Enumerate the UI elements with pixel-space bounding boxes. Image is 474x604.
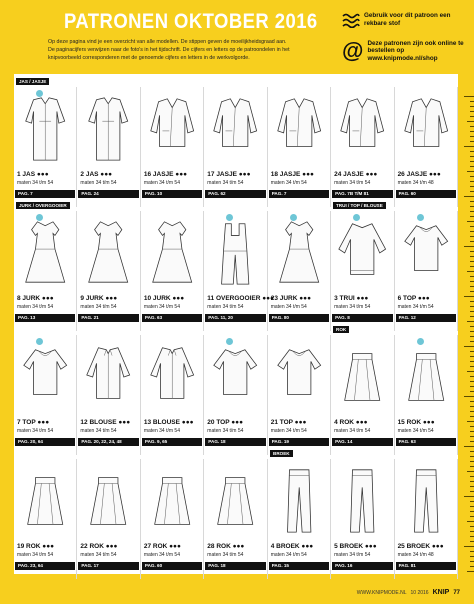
ruler-tick — [470, 511, 474, 512]
ruler-tick — [470, 141, 474, 142]
pattern-card[interactable] — [268, 211, 331, 331]
jacket-sketch-icon — [143, 91, 201, 165]
pattern-number: 22 ROK ●●● — [80, 543, 118, 550]
ruler-tick — [467, 421, 474, 422]
pattern-card[interactable] — [331, 459, 394, 579]
pattern-sizes: maten 34 t/m 48 — [397, 552, 434, 558]
pattern-card[interactable] — [14, 335, 77, 455]
pattern-card[interactable] — [331, 87, 394, 207]
section-tag: JURK / OVERGOOIER — [16, 202, 70, 209]
ruler-tick — [467, 521, 474, 522]
jacket-sketch-icon — [333, 91, 391, 165]
ruler-tick — [470, 311, 474, 312]
top-line — [277, 350, 320, 395]
top-sketch-icon — [270, 339, 328, 413]
pattern-page-ref: PAG. 15 — [269, 562, 329, 570]
ruler-tick — [470, 406, 474, 407]
ruler-tick — [464, 246, 474, 247]
jacket-sketch-icon — [397, 91, 455, 165]
dress-sketch-icon — [270, 215, 328, 289]
pattern-row — [14, 326, 458, 450]
pattern-page-ref: PAG. 20, 64 — [15, 438, 75, 446]
pattern-row — [14, 78, 458, 202]
ruler-tick — [470, 111, 474, 112]
pattern-number: 16 JASJE ●●● — [143, 171, 188, 178]
pattern-card[interactable] — [268, 459, 331, 579]
dress-line — [279, 222, 318, 282]
page-number: 77 — [453, 589, 460, 596]
ruler-tick — [470, 376, 474, 377]
pattern-card[interactable] — [141, 459, 204, 579]
pattern-number: 27 ROK ●●● — [143, 543, 181, 550]
stretch-fabric-badge-icon — [290, 214, 297, 221]
jacket-sketch-icon — [206, 91, 264, 165]
fabric-note — [342, 12, 462, 28]
ruler-tick — [470, 381, 474, 382]
pattern-sizes: maten 34 t/m 48 — [397, 180, 434, 186]
pattern-sizes: maten 34 t/m 54 — [17, 180, 54, 186]
footer-site: WWW.KNIPMODE.NL — [356, 589, 407, 596]
ruler-tick — [470, 161, 474, 162]
pattern-page-ref: PAG. 14 — [332, 438, 392, 446]
pattern-sizes: maten 34 t/m 54 — [143, 180, 180, 186]
ruler-tick — [470, 531, 474, 532]
ruler-tick — [470, 361, 474, 362]
ruler-tick — [464, 146, 474, 147]
pattern-sizes: maten 34 t/m 54 — [334, 304, 371, 310]
top-line — [404, 226, 447, 271]
pattern-sizes: maten 34 t/m 54 — [143, 428, 180, 434]
page-title: PATRONEN OKTOBER 2016 — [64, 10, 318, 33]
pattern-number: 11 OVERGOOIER ●●● — [207, 295, 274, 302]
pattern-number: 7 TOP ●●● — [17, 419, 50, 426]
ruler-tick — [470, 251, 474, 252]
pattern-page-ref: PAG. 16 — [332, 562, 392, 570]
ruler-tick — [470, 426, 474, 427]
ruler-tick — [464, 346, 474, 347]
ruler-tick — [470, 351, 474, 352]
ruler-tick — [470, 541, 474, 542]
pattern-number: 25 BROEK ●●● — [397, 543, 444, 550]
pattern-page-ref: PAG. 24 — [78, 190, 138, 198]
pattern-number: 28 ROK ●●● — [207, 543, 245, 550]
pattern-card[interactable] — [77, 335, 140, 455]
pattern-page-ref: PAG. 7 — [15, 190, 75, 198]
jacket-line — [341, 99, 384, 147]
ruler-tick — [470, 116, 474, 117]
ruler-tick — [464, 496, 474, 497]
ruler-tick — [470, 301, 474, 302]
pattern-card[interactable] — [77, 459, 140, 579]
pattern-number: 8 JURK ●●● — [17, 295, 54, 302]
pattern-card[interactable] — [77, 211, 140, 331]
pattern-page-ref: PAG. 63 — [142, 314, 202, 322]
skirt-sketch-icon — [333, 339, 391, 413]
pattern-number: 13 BLOUSE ●●● — [143, 419, 194, 426]
overall-line — [222, 224, 249, 284]
pattern-number: 4 ROK ●●● — [334, 419, 368, 426]
pattern-page-ref: PAG. 12 — [396, 314, 456, 322]
pattern-page-ref: PAG. 17 — [78, 562, 138, 570]
skirt-sketch-icon — [397, 339, 455, 413]
intro-line: Op deze pagina vind je een overzicht van alle modellen. De stippen geven de moeilijkheidsgraad aan. — [48, 39, 287, 45]
pattern-page-ref: PAG. 19 — [269, 438, 329, 446]
pattern-number: 9 JURK ●●● — [80, 295, 118, 302]
ruler-tick — [470, 506, 474, 507]
pants-sketch-icon — [333, 463, 391, 537]
top-sketch-icon — [397, 215, 455, 289]
ruler-tick — [467, 371, 474, 372]
pattern-card[interactable] — [14, 459, 77, 579]
ruler-tick — [470, 236, 474, 237]
ruler-tick — [470, 201, 474, 202]
section-tag: TRUI / TOP / BLOUSE — [333, 202, 386, 209]
ruler-tick — [470, 491, 474, 492]
shop-note — [342, 40, 470, 62]
pattern-number: 2 JAS ●●● — [80, 171, 113, 178]
ruler-tick — [467, 471, 474, 472]
section-tag: ROK — [333, 326, 349, 333]
pattern-number: 17 JASJE ●●● — [207, 171, 251, 178]
ruler-tick — [470, 536, 474, 537]
ruler-tick — [470, 306, 474, 307]
ruler-tick — [470, 106, 474, 107]
jacket-line — [277, 99, 320, 147]
pattern-card[interactable] — [395, 211, 458, 331]
ruler-tick — [470, 386, 474, 387]
overall-sketch-icon — [206, 215, 264, 289]
ruler-tick — [470, 441, 474, 442]
pattern-sizes: maten 34 t/m 54 — [270, 428, 307, 434]
ruler-tick — [470, 481, 474, 482]
section-tag: JAS / JASJE — [16, 78, 49, 85]
blouse-sketch-icon — [143, 339, 201, 413]
pattern-page-ref: PAG. 62 — [205, 190, 265, 198]
pattern-page-ref: PAG. 23, 64 — [15, 562, 75, 570]
sweater-sketch-icon — [333, 215, 391, 289]
top-line — [24, 350, 67, 395]
ruler-tick — [470, 241, 474, 242]
ruler-tick — [470, 436, 474, 437]
ruler-tick — [470, 211, 474, 212]
ruler-tick — [470, 216, 474, 217]
sweater-line — [339, 224, 386, 275]
pattern-card[interactable] — [141, 211, 204, 331]
dress-line — [26, 222, 65, 282]
skirt-line — [155, 478, 190, 525]
ruler-tick — [464, 296, 474, 297]
pattern-card[interactable] — [204, 87, 267, 207]
ruler-tick — [467, 571, 474, 572]
pattern-sizes: maten 34 t/m 54 — [207, 552, 244, 558]
ruler-tick — [470, 166, 474, 167]
pattern-card[interactable] — [14, 87, 77, 207]
ruler-tick — [470, 566, 474, 567]
ruler-tick — [467, 271, 474, 272]
ruler-tick — [470, 516, 474, 517]
pattern-sizes: maten 34 t/m 54 — [334, 180, 371, 186]
pattern-page-ref: PAG. 18 — [205, 562, 265, 570]
pattern-card[interactable] — [77, 87, 140, 207]
pants-sketch-icon — [270, 463, 328, 537]
jacket-sketch-icon — [270, 91, 328, 165]
pattern-page-ref: PAG. 80 — [269, 314, 329, 322]
pattern-page-ref: PAG. 7 — [269, 190, 329, 198]
skirt-line — [91, 478, 126, 525]
ruler-tick — [470, 501, 474, 502]
pattern-page-ref: PAG. 10 — [142, 190, 202, 198]
pattern-number: 6 TOP ●●● — [397, 295, 430, 302]
pattern-page-ref: PAG. 18 — [205, 438, 265, 446]
ruler-tick — [470, 126, 474, 127]
pattern-card[interactable] — [395, 459, 458, 579]
ruler-tick — [464, 196, 474, 197]
ruler-tick — [470, 366, 474, 367]
pattern-sizes: maten 34 t/m 54 — [80, 180, 117, 186]
pattern-card[interactable] — [141, 87, 204, 207]
pants-sketch-icon — [397, 463, 455, 537]
jacket-line — [404, 99, 447, 147]
dress-sketch-icon — [79, 215, 137, 289]
ruler-tick — [464, 546, 474, 547]
pattern-number: 4 BROEK ●●● — [270, 543, 314, 550]
skirt-line — [408, 354, 443, 401]
ruler — [460, 96, 474, 576]
coat-sketch-icon — [79, 91, 137, 165]
pattern-number: 5 BROEK ●●● — [334, 543, 377, 550]
stretch-fabric-badge-icon — [417, 214, 424, 221]
ruler-tick — [470, 276, 474, 277]
fabric-note-text: Gebruik voor dit patroon een rekbare stof — [364, 12, 451, 27]
ruler-tick — [467, 121, 474, 122]
pattern-sizes: maten 34 t/m 54 — [80, 552, 117, 558]
pattern-card[interactable] — [204, 211, 274, 331]
pattern-sizes: maten 34 t/m 54 — [17, 552, 54, 558]
ruler-tick — [470, 336, 474, 337]
pattern-number: 24 JASJE ●●● — [334, 171, 378, 178]
ruler-tick — [470, 206, 474, 207]
ruler-tick — [470, 181, 474, 182]
ruler-tick — [464, 96, 474, 97]
dress-sketch-icon — [143, 215, 201, 289]
stretch-fabric-badge-icon — [36, 90, 43, 97]
ruler-tick — [467, 171, 474, 172]
pattern-page-ref: PAG. 63 — [396, 438, 456, 446]
pattern-page-ref: PAG. 8 — [332, 314, 392, 322]
intro-text — [48, 38, 338, 63]
pattern-number: 23 JURK ●●● — [270, 295, 312, 302]
pants-line — [414, 470, 437, 532]
ruler-tick — [470, 551, 474, 552]
pattern-card[interactable] — [204, 335, 267, 455]
ruler-tick — [470, 191, 474, 192]
ruler-tick — [470, 136, 474, 137]
pattern-card[interactable] — [395, 335, 458, 455]
pattern-sizes: maten 34 t/m 54 — [270, 304, 307, 310]
ruler-tick — [470, 261, 474, 262]
pattern-number: 18 JASJE ●●● — [270, 171, 314, 178]
footer-issue: 10 2016 — [410, 589, 429, 596]
ruler-tick — [470, 391, 474, 392]
pattern-sizes: maten 34 t/m 54 — [17, 428, 54, 434]
pattern-page-ref: PAG. 21 — [78, 314, 138, 322]
ruler-tick — [470, 281, 474, 282]
ruler-tick — [467, 321, 474, 322]
pattern-sizes: maten 34 t/m 54 — [17, 304, 54, 310]
skirt-sketch-icon — [79, 463, 137, 537]
ruler-tick — [470, 266, 474, 267]
pattern-page-ref: PAG. 7B T/M 81 — [332, 190, 392, 198]
pattern-page-ref: PAG. 60 — [142, 562, 202, 570]
pattern-card[interactable] — [395, 87, 458, 207]
at-sign-icon: @ — [342, 38, 364, 63]
ruler-tick — [470, 256, 474, 257]
top-sketch-icon — [16, 339, 74, 413]
pattern-card[interactable] — [14, 211, 77, 331]
pattern-sizes: maten 34 t/m 54 — [270, 552, 307, 558]
ruler-tick — [470, 356, 474, 357]
pattern-page-ref: PAG. 9, 65 — [142, 438, 202, 446]
ruler-tick — [470, 411, 474, 412]
top-line — [214, 350, 257, 395]
pattern-page-ref: PAG. 13 — [15, 314, 75, 322]
ruler-tick — [470, 461, 474, 462]
ruler-tick — [470, 456, 474, 457]
pattern-number: 3 TRUI ●●● — [334, 295, 369, 302]
skirt-line — [218, 478, 253, 525]
pattern-page-ref: PAG. 20, 22, 24, 48 — [78, 438, 138, 446]
pattern-sizes: maten 34 t/m 54 — [397, 304, 434, 310]
ruler-tick — [470, 131, 474, 132]
pattern-page-ref: PAG. 81 — [396, 562, 456, 570]
skirt-sketch-icon — [206, 463, 264, 537]
pattern-sizes: maten 34 t/m 54 — [270, 180, 307, 186]
pattern-sizes: maten 34 t/m 54 — [334, 428, 371, 434]
intro-line: knipvoorbeeld corresponderen met de genoemde cijfers en letters in de werkvolgorde. — [48, 55, 250, 62]
ruler-tick — [470, 156, 474, 157]
section-tag: BROEK — [270, 450, 293, 457]
pattern-sizes: maten 34 t/m 54 — [80, 304, 117, 310]
ruler-tick — [470, 476, 474, 477]
pattern-number: 1 JAS ●●● — [17, 171, 49, 178]
ruler-tick — [470, 416, 474, 417]
ruler-tick — [470, 486, 474, 487]
intro-line: De paginacijfers verwijzen naar de foto's in het tijdschrift. De cijfers en letters op de patroondelen in het — [48, 47, 290, 54]
footer-brand: KNIP — [432, 589, 450, 596]
pattern-sizes: maten 34 t/m 54 — [143, 304, 180, 310]
pattern-row — [14, 450, 458, 574]
pattern-number: 15 ROK ●●● — [397, 419, 435, 426]
blouse-sketch-icon — [79, 339, 137, 413]
ruler-tick — [470, 556, 474, 557]
pattern-grid — [14, 74, 458, 574]
pattern-number: 21 TOP ●●● — [270, 419, 307, 426]
ruler-tick — [464, 396, 474, 397]
stretch-fabric-badge-icon — [36, 214, 43, 221]
pattern-card[interactable] — [204, 459, 267, 579]
jacket-line — [151, 99, 194, 147]
ruler-tick — [470, 431, 474, 432]
top-sketch-icon — [206, 339, 264, 413]
pattern-number: 19 ROK ●●● — [17, 543, 55, 550]
pattern-card[interactable] — [268, 87, 331, 207]
ruler-tick — [470, 151, 474, 152]
ruler-tick — [464, 446, 474, 447]
dress-line — [89, 222, 128, 282]
pattern-sizes: maten 34 t/m 54 — [207, 180, 244, 186]
stretch-fabric-icon — [342, 12, 360, 28]
stretch-fabric-badge-icon — [36, 338, 43, 345]
ruler-tick — [470, 176, 474, 177]
coat-sketch-icon — [16, 91, 74, 165]
pattern-card[interactable] — [268, 335, 331, 455]
ruler-tick — [470, 451, 474, 452]
dress-line — [153, 222, 192, 282]
ruler-tick — [470, 326, 474, 327]
skirt-sketch-icon — [143, 463, 201, 537]
pattern-number: 10 JURK ●●● — [143, 295, 185, 302]
dress-sketch-icon — [16, 215, 74, 289]
ruler-tick — [470, 401, 474, 402]
pattern-card[interactable] — [331, 335, 394, 455]
ruler-tick — [470, 331, 474, 332]
ruler-tick — [470, 561, 474, 562]
pattern-number: 20 TOP ●●● — [207, 419, 244, 426]
skirt-line — [28, 478, 63, 525]
ruler-tick — [470, 341, 474, 342]
pattern-sizes: maten 34 t/m 54 — [334, 552, 371, 558]
pattern-sizes: maten 34 t/m 54 — [207, 428, 244, 434]
shop-note-text[interactable]: Deze patronen zijn ook online te bestellen op www.knipmode.nl/shop — [367, 40, 464, 62]
pattern-sizes: maten 34 t/m 54 — [143, 552, 180, 558]
ruler-tick — [470, 286, 474, 287]
pattern-page-ref: PAG. 60 — [396, 190, 456, 198]
ruler-tick — [470, 291, 474, 292]
pants-line — [287, 470, 310, 532]
page-footer — [357, 589, 460, 596]
pattern-sizes: maten 34 t/m 54 — [80, 428, 117, 434]
ruler-tick — [470, 316, 474, 317]
stretch-fabric-badge-icon — [417, 338, 424, 345]
pattern-card[interactable] — [141, 335, 204, 455]
ruler-tick — [467, 221, 474, 222]
pants-line — [351, 470, 374, 532]
ruler-tick — [470, 466, 474, 467]
pattern-sizes: maten 34 t/m 54 — [397, 428, 434, 434]
ruler-tick — [470, 526, 474, 527]
pattern-sizes: maten 34 t/m 54 — [207, 304, 244, 310]
ruler-tick — [470, 101, 474, 102]
pattern-number: 26 JASJE ●●● — [397, 171, 441, 178]
ruler-tick — [470, 231, 474, 232]
skirt-line — [345, 354, 380, 401]
pattern-card[interactable] — [331, 211, 394, 331]
jacket-line — [214, 99, 257, 147]
pattern-number: 12 BLOUSE ●●● — [80, 419, 131, 426]
pattern-page-ref: PAG. 11, 20 — [205, 314, 265, 322]
pattern-row — [14, 202, 458, 326]
ruler-tick — [470, 186, 474, 187]
ruler-tick — [470, 226, 474, 227]
skirt-sketch-icon — [16, 463, 74, 537]
